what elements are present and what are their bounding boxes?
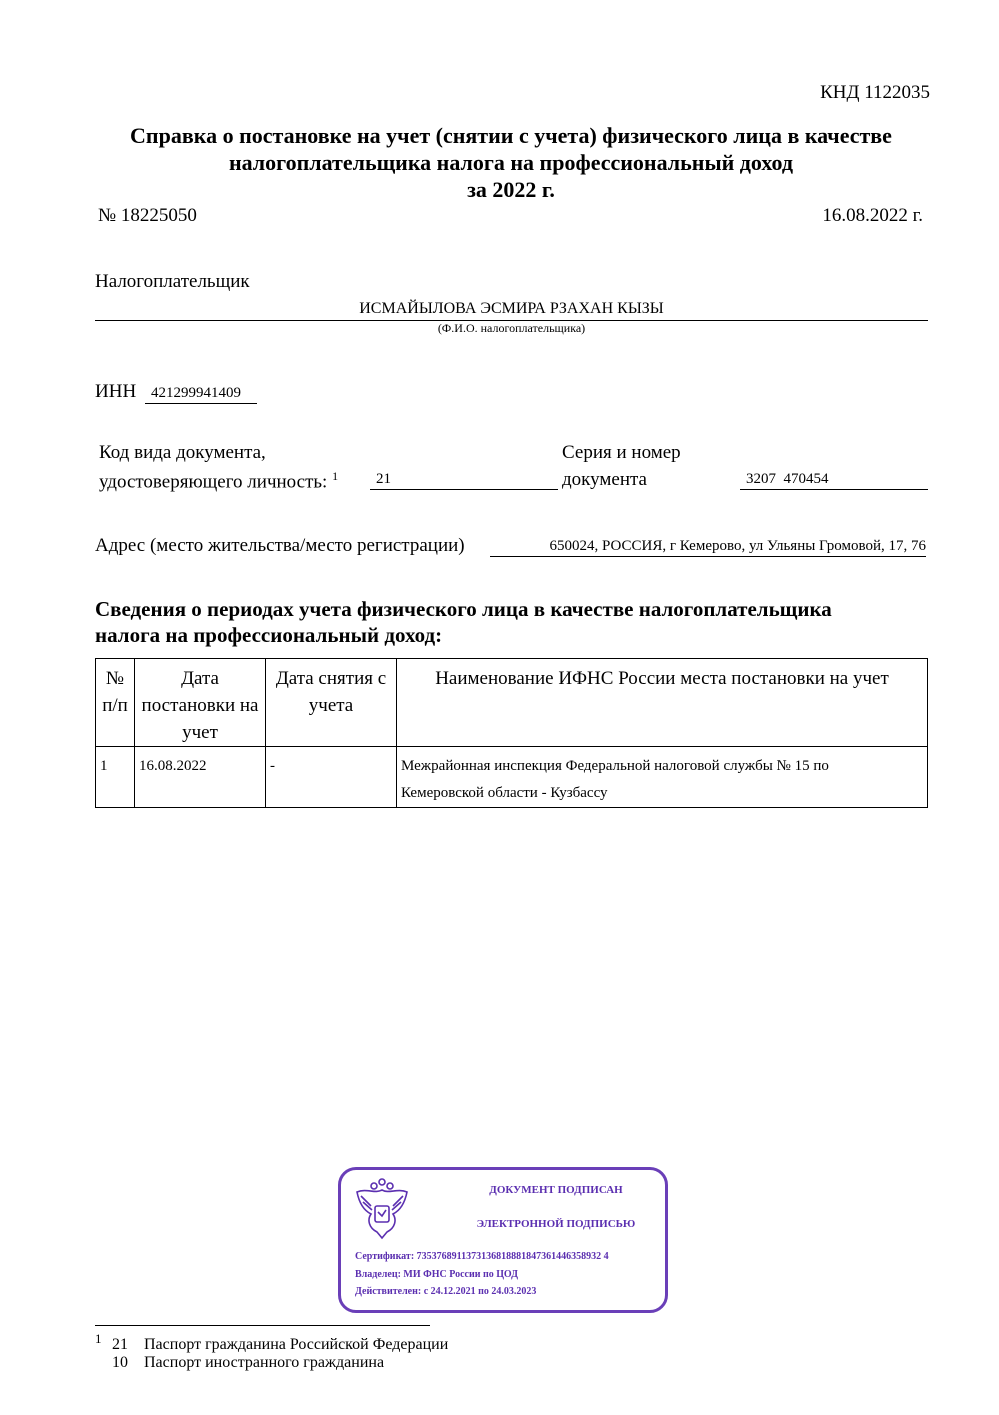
- header-ifns: Наименование ИФНС России места постановки на учет: [397, 659, 928, 747]
- row-ifns: [397, 747, 928, 808]
- periods-table: [95, 658, 928, 808]
- inn-value: 421299941409: [145, 382, 257, 404]
- header-reg-date: [135, 659, 266, 747]
- doc-code-label-1: Код вида документа,: [99, 442, 266, 463]
- header-num-line-1: №: [105, 668, 125, 689]
- footnote-code: 10: [112, 1354, 128, 1371]
- header-num-line-2: п/п: [102, 695, 128, 716]
- row-reg-date: 16.08.2022: [135, 747, 266, 808]
- doc-series-value: 3207 470454: [740, 468, 928, 490]
- doc-series-label-1: Серия и номер: [562, 442, 681, 463]
- address-label: Адрес (место жительства/место регистрации): [95, 535, 465, 556]
- row-ifns-line-2: Кемеровской области - Кузбассу: [401, 785, 608, 801]
- doc-code-footnote-mark: 1: [332, 469, 339, 483]
- section-title-line-2: налога на профессиональный доход:: [95, 623, 443, 647]
- electronic-signature-stamp: [338, 1167, 668, 1313]
- row-dereg-date: -: [266, 747, 397, 808]
- header-num: [96, 659, 135, 747]
- stamp-valid: Действителен: с 24.12.2021 по 24.03.2023: [355, 1286, 537, 1297]
- header-reg-line-1: Дата: [181, 668, 219, 689]
- document-title: [80, 122, 942, 203]
- stamp-line-1: ДОКУМЕНТ ПОДПИСАН: [489, 1184, 623, 1196]
- coat-of-arms-icon: [347, 1176, 417, 1246]
- footnote-text: Паспорт иностранного гражданина: [144, 1354, 385, 1371]
- footnote-code: 21: [112, 1336, 128, 1353]
- table-row: [96, 747, 928, 808]
- header-reg-line-2: постановки на: [141, 695, 259, 716]
- footnote-text: Паспорт гражданина Российской Федерации: [144, 1336, 449, 1353]
- stamp-details: [355, 1248, 609, 1301]
- section-title: [95, 596, 945, 648]
- doc-code-label-2: [99, 469, 338, 493]
- footnote-item: [112, 1354, 384, 1372]
- table-header-row: [96, 659, 928, 747]
- document-date: 16.08.2022 г.: [822, 205, 923, 226]
- header-reg-line-3: учет: [182, 722, 218, 743]
- document-number: № 18225050: [98, 205, 197, 226]
- title-line-3: за 2022 г.: [467, 177, 555, 202]
- stamp-certificate: Сертификат: 7353768911373136818881847361446358932 4: [355, 1251, 609, 1262]
- header-dereg-line-2: учета: [308, 695, 354, 716]
- title-line-2: налогоплательщика налога на профессиональный доход: [228, 150, 794, 175]
- stamp-line-2: ЭЛЕКТРОННОЙ ПОДПИСЬЮ: [476, 1218, 636, 1230]
- row-ifns-line-1: Межрайонная инспекция Федеральной налоговой службы № 15 по: [401, 758, 829, 774]
- address-value: 650024, РОССИЯ, г Кемерово, ул Ульяны Громовой, 17, 76: [490, 535, 926, 557]
- doc-code-value: 21: [370, 468, 558, 490]
- title-line-1: Справка о постановке на учет (снятии с учета) физического лица в качестве: [130, 123, 892, 148]
- form-code: КНД 1122035: [820, 82, 930, 103]
- row-num: 1: [96, 747, 135, 808]
- footnote-item: [112, 1336, 448, 1354]
- doc-series-label-2: документа: [562, 469, 647, 490]
- header-dereg-line-1: Дата снятия с: [275, 668, 387, 689]
- header-dereg-date: [266, 659, 397, 747]
- footnote-divider: [95, 1325, 430, 1326]
- taxpayer-name-caption: (Ф.И.О. налогоплательщика): [437, 321, 586, 335]
- footnote-mark: 1: [95, 1331, 102, 1346]
- taxpayer-label: Налогоплательщик: [95, 271, 250, 292]
- stamp-owner: Владелец: МИ ФНС России по ЦОД: [355, 1268, 519, 1280]
- section-title-line-1: Сведения о периодах учета физического лица в качестве налогоплательщика: [95, 597, 832, 621]
- doc-code-label-text: удостоверяющего личность:: [99, 471, 328, 493]
- taxpayer-name: ИСМАЙЫЛОВА ЭСМИРА РЗАХАН КЫЗЫ: [95, 298, 928, 321]
- inn-label: ИНН: [95, 381, 137, 402]
